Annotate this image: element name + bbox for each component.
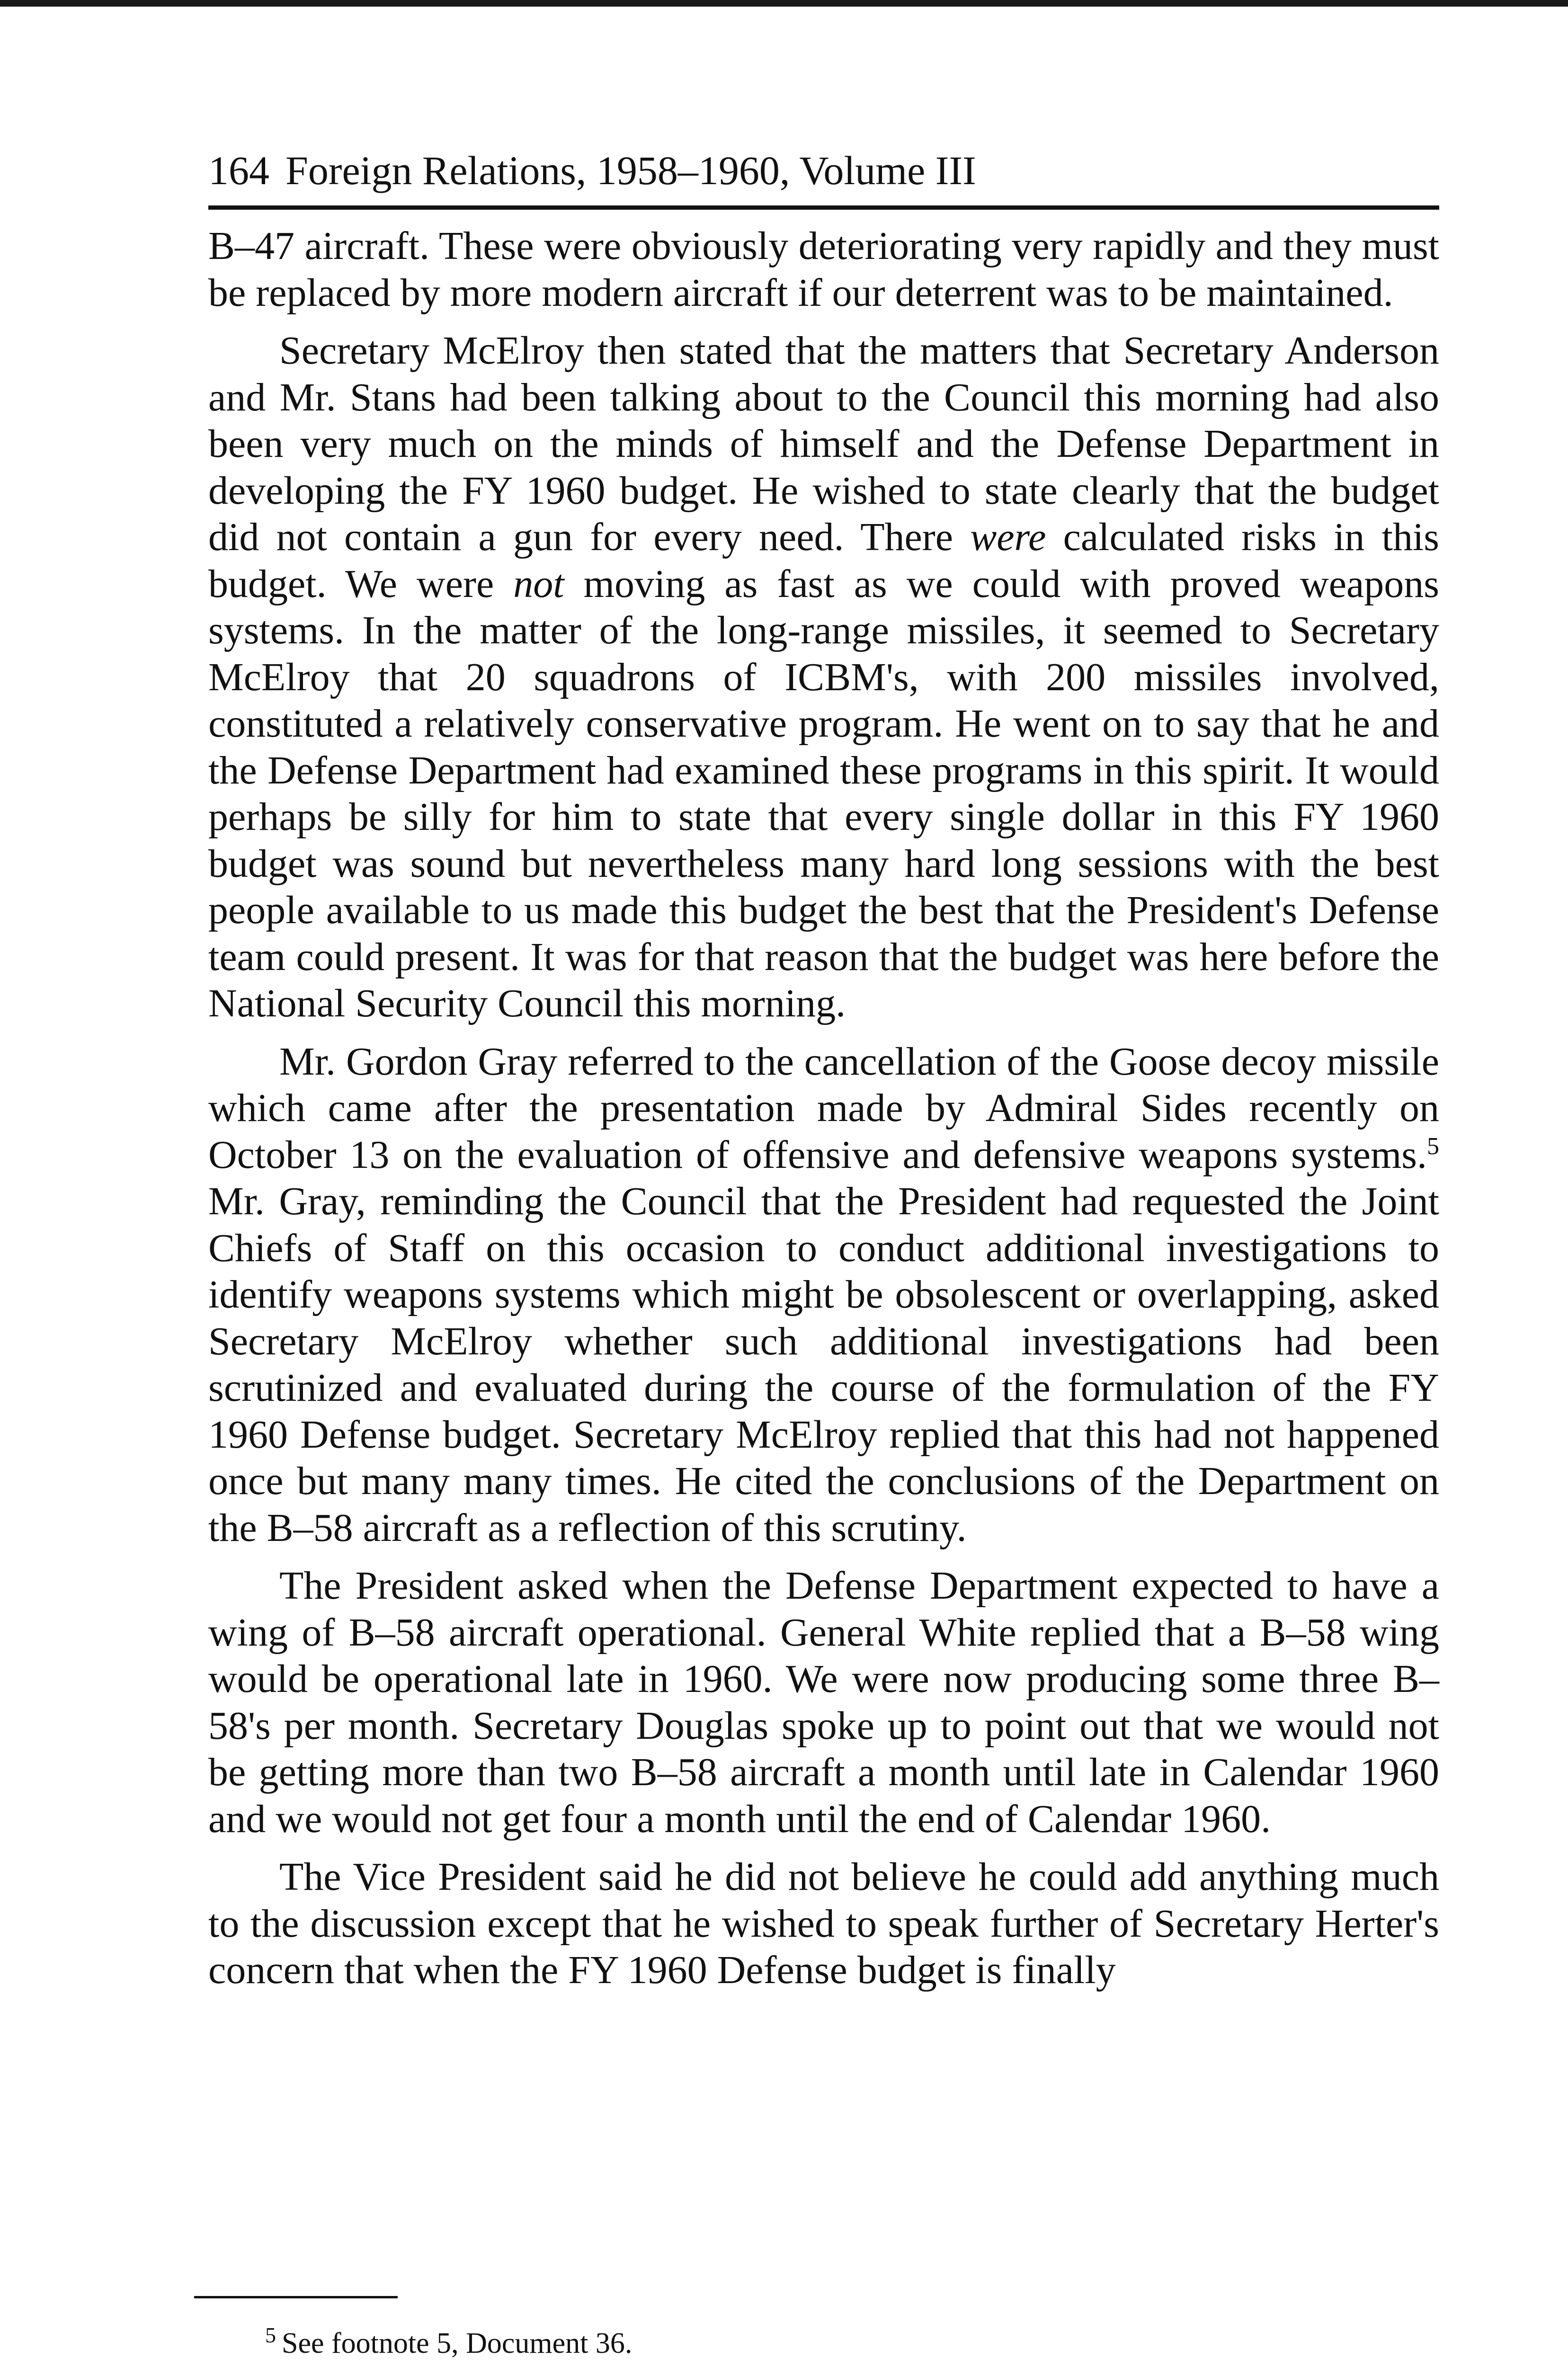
paragraph-1: B–47 aircraft. These were obviously deteriorating very rapidly and they must be replaced by more modern aircraft if our deterrent was to be maintained. — [208, 224, 1439, 315]
running-head — [208, 142, 1439, 199]
emphasis-were: were — [970, 515, 1046, 559]
footnote-rule — [194, 2296, 398, 2298]
running-head-title: Foreign Relations, 1958–1960, Volume III — [285, 148, 976, 193]
paragraph-2 — [208, 328, 1439, 1027]
emphasis-not: not — [513, 561, 564, 606]
paragraph-5: The Vice President said he did not believe he could add anything much to the discussion except that he wished to speak further of Secretary Herter's concern that when the FY 1960 Defense budget is finally — [208, 1855, 1439, 1992]
paragraph-4: The President asked when the Defense Department expected to have a wing of B–58 aircraft operational. General White replied that a B–58 wing would be operational late in 1960. We were now producing some three B–58's per month. Secretary Douglas spoke up to point out that we would not be getting more than two B–58 aircraft a month until late in Calendar 1960 and we would not get four a month until the end of Calendar 1960. — [208, 1564, 1439, 1841]
header-rule — [208, 205, 1439, 210]
body-text — [208, 223, 1439, 1994]
paragraph-3 — [208, 1039, 1439, 1552]
footnote-text: See footnote 5, Document 36. — [282, 2327, 633, 2359]
footnote-reference[interactable]: 5 — [1427, 1132, 1439, 1160]
footnote-marker: 5 — [265, 2323, 276, 2348]
page-number: 164 — [208, 148, 269, 193]
paragraph-2-part-a: Secretary McElroy then stated that the matters that Secretary Anderson and Mr. Stans had been talking about to the Council this morning had also been very much on the minds of himself and the Defense Department in developing the FY 1960 budget. He wished to state clearly that the budget did not contain a gun for every need. There — [208, 329, 1439, 559]
paragraph-2-part-c: moving as fast as we could with proved weapons systems. In the matter of the long-range missiles, it seemed to Secretary McElroy that 20 squadrons of ICBM's, with 200 missiles involved, constituted a relatively conservative program. He went on to say that he and the Defense Department had examined these programs in this spirit. It would perhaps be silly for him to state that every single dollar in this FY 1960 budget was sound but nevertheless many hard long sessions with the best people available to us made this budget the best that the President's Defense team could present. It was for that reason that the budget was here before the National Security Council this morning. — [208, 561, 1439, 1025]
paragraph-2-part-b: calculated risks in this budget. We were — [208, 515, 1439, 606]
document-page — [208, 142, 1439, 2005]
scan-top-edge — [0, 0, 1568, 7]
paragraph-3-lead: Mr. Gordon Gray referred to the cancellation of the Goose decoy missile which came after the presentation made by Admiral Sides recently on October 13 on the evaluation of offensive and defensive weapons systems. — [208, 1039, 1439, 1177]
paragraph-3-rest: Mr. Gray, reminding the Council that the President had requested the Joint Chiefs of Staff on this occasion to conduct additional investigations to identify weapons systems which might be obsolescent or overlapping, asked Secretary McElroy whether such additional investigations had been scrutinized and evaluated during the course of the formulation of the FY 1960 Defense budget. Secretary McElroy replied that this had not happened once but many many times. He cited the conclusions of the Department on the B–58 aircraft as a reflection of this scrutiny. — [208, 1179, 1439, 1550]
footnote — [265, 2324, 632, 2362]
